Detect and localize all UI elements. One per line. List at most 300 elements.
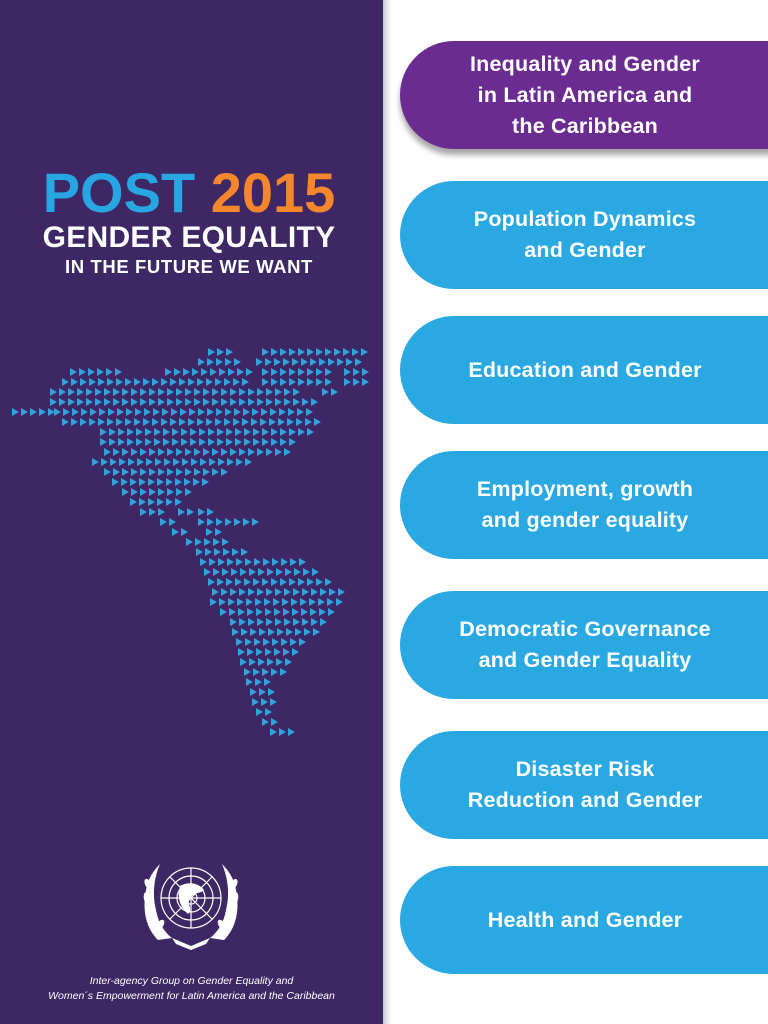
map-triangle bbox=[316, 378, 323, 386]
map-triangle bbox=[278, 418, 285, 426]
map-triangle bbox=[176, 448, 183, 456]
map-triangle bbox=[298, 378, 305, 386]
map-triangle bbox=[79, 368, 86, 376]
map-triangle bbox=[212, 388, 219, 396]
map-triangle bbox=[158, 388, 165, 396]
map-triangle bbox=[299, 638, 306, 646]
map-triangle bbox=[338, 588, 345, 596]
map-triangle bbox=[311, 398, 318, 406]
map-triangle bbox=[166, 478, 173, 486]
map-triangle bbox=[253, 428, 260, 436]
map-triangle bbox=[221, 448, 228, 456]
map-triangle bbox=[204, 568, 211, 576]
map-triangle bbox=[334, 348, 341, 356]
map-triangle bbox=[162, 408, 169, 416]
map-triangle bbox=[239, 388, 246, 396]
map-triangle bbox=[250, 628, 257, 636]
map-triangle bbox=[262, 428, 269, 436]
map-triangle bbox=[329, 588, 336, 596]
map-triangle bbox=[125, 378, 132, 386]
map-triangle bbox=[190, 428, 197, 436]
map-triangle bbox=[148, 498, 155, 506]
map-triangle bbox=[270, 408, 277, 416]
map-triangle bbox=[62, 418, 69, 426]
topic-disaster-risk-reduction[interactable] bbox=[400, 731, 768, 839]
map-triangle bbox=[280, 428, 287, 436]
map-triangle bbox=[217, 438, 224, 446]
map-triangle bbox=[235, 428, 242, 436]
org-name-line2: Women´s Empowerment for Latin America and the Caribbean bbox=[48, 990, 335, 1002]
map-triangle bbox=[200, 558, 207, 566]
map-triangle bbox=[197, 378, 204, 386]
map-triangle bbox=[320, 588, 327, 596]
map-triangle bbox=[206, 528, 213, 536]
map-triangle bbox=[267, 658, 274, 666]
map-triangle bbox=[256, 648, 263, 656]
map-triangle bbox=[316, 368, 323, 376]
map-triangle bbox=[216, 408, 223, 416]
map-triangle bbox=[212, 588, 219, 596]
map-triangle bbox=[272, 558, 279, 566]
map-triangle bbox=[175, 498, 182, 506]
map-triangle bbox=[252, 518, 259, 526]
map-triangle bbox=[217, 348, 224, 356]
map-triangle bbox=[12, 408, 19, 416]
map-triangle bbox=[283, 608, 290, 616]
map-triangle bbox=[98, 378, 105, 386]
map-triangle bbox=[174, 368, 181, 376]
topic-label: Disaster Risk Reduction and Gender bbox=[467, 757, 703, 812]
map-triangle bbox=[80, 378, 87, 386]
map-triangle bbox=[249, 658, 256, 666]
map-triangle bbox=[158, 468, 165, 476]
map-triangle bbox=[106, 368, 113, 376]
map-triangle bbox=[248, 588, 255, 596]
map-triangle bbox=[192, 368, 199, 376]
org-name-line1: Inter-agency Group on Gender Equality and bbox=[89, 975, 294, 987]
map-triangle bbox=[245, 638, 252, 646]
map-triangle bbox=[196, 548, 203, 556]
map-triangle bbox=[181, 428, 188, 436]
map-triangle bbox=[125, 418, 132, 426]
map-triangle bbox=[176, 468, 183, 476]
topic-population-dynamics[interactable] bbox=[400, 181, 768, 289]
map-triangle bbox=[258, 658, 265, 666]
map-triangle bbox=[280, 368, 287, 376]
map-triangle bbox=[309, 598, 316, 606]
map-triangle bbox=[188, 378, 195, 386]
map-triangle bbox=[265, 648, 272, 656]
map-triangle bbox=[63, 408, 70, 416]
map-triangle bbox=[167, 488, 174, 496]
map-triangle bbox=[325, 378, 332, 386]
map-triangle bbox=[247, 648, 254, 656]
map-triangle bbox=[212, 468, 219, 476]
map-triangle bbox=[99, 408, 106, 416]
map-triangle bbox=[208, 348, 215, 356]
map-triangle bbox=[318, 598, 325, 606]
map-triangle bbox=[343, 348, 350, 356]
map-triangle bbox=[221, 468, 228, 476]
map-triangle bbox=[39, 408, 46, 416]
map-triangle bbox=[140, 508, 147, 516]
map-triangle bbox=[254, 558, 261, 566]
map-triangle bbox=[263, 638, 270, 646]
map-triangle bbox=[237, 598, 244, 606]
map-triangle bbox=[145, 438, 152, 446]
map-triangle bbox=[118, 428, 125, 436]
map-triangle bbox=[195, 538, 202, 546]
map-triangle bbox=[157, 478, 164, 486]
map-triangle bbox=[243, 518, 250, 526]
map-triangle bbox=[262, 718, 269, 726]
map-triangle bbox=[302, 588, 309, 596]
map-triangle bbox=[221, 588, 228, 596]
map-triangle bbox=[217, 578, 224, 586]
map-triangle bbox=[271, 578, 278, 586]
map-triangle bbox=[50, 388, 57, 396]
map-triangle bbox=[337, 358, 344, 366]
map-triangle bbox=[295, 628, 302, 636]
map-triangle bbox=[194, 448, 201, 456]
map-triangle bbox=[271, 428, 278, 436]
map-triangle bbox=[139, 498, 146, 506]
map-triangle bbox=[236, 558, 243, 566]
map-triangle bbox=[223, 548, 230, 556]
map-triangle bbox=[292, 358, 299, 366]
topic-democratic-governance[interactable] bbox=[400, 591, 768, 699]
map-triangle bbox=[303, 568, 310, 576]
map-triangle bbox=[273, 598, 280, 606]
map-triangle bbox=[280, 438, 287, 446]
map-triangle bbox=[176, 398, 183, 406]
map-triangle bbox=[241, 548, 248, 556]
map-triangle bbox=[127, 428, 134, 436]
map-triangle bbox=[279, 728, 286, 736]
americas-map-icon bbox=[0, 340, 383, 760]
map-triangle bbox=[110, 458, 117, 466]
map-triangle bbox=[166, 498, 173, 506]
map-triangle bbox=[259, 628, 266, 636]
map-triangle bbox=[145, 428, 152, 436]
map-triangle bbox=[170, 378, 177, 386]
topic-health[interactable] bbox=[400, 866, 768, 974]
map-triangle bbox=[70, 368, 77, 376]
map-triangle bbox=[282, 598, 289, 606]
topic-label: Health and Gender bbox=[487, 907, 683, 932]
map-triangle bbox=[206, 378, 213, 386]
map-triangle bbox=[230, 448, 237, 456]
map-triangle bbox=[154, 438, 161, 446]
map-triangle bbox=[198, 408, 205, 416]
map-triangle bbox=[257, 388, 264, 396]
map-triangle bbox=[344, 378, 351, 386]
map-triangle bbox=[233, 378, 240, 386]
map-triangle bbox=[270, 728, 277, 736]
map-triangle bbox=[266, 588, 273, 596]
cover-panel bbox=[0, 0, 383, 1024]
map-triangle bbox=[260, 418, 267, 426]
map-triangle bbox=[161, 378, 168, 386]
map-triangle bbox=[107, 418, 114, 426]
map-triangle bbox=[137, 458, 144, 466]
map-triangle bbox=[219, 598, 226, 606]
map-triangle bbox=[107, 378, 114, 386]
map-triangle bbox=[199, 438, 206, 446]
map-triangle bbox=[242, 378, 249, 386]
map-triangle bbox=[264, 678, 271, 686]
map-triangle bbox=[212, 398, 219, 406]
map-triangle bbox=[187, 508, 194, 516]
map-triangle bbox=[320, 618, 327, 626]
map-triangle bbox=[131, 398, 138, 406]
map-triangle bbox=[230, 618, 237, 626]
map-triangle bbox=[238, 648, 245, 656]
map-triangle bbox=[307, 428, 314, 436]
map-triangle bbox=[289, 438, 296, 446]
map-triangle bbox=[128, 458, 135, 466]
map-triangle bbox=[158, 398, 165, 406]
map-triangle bbox=[244, 668, 251, 676]
map-triangle bbox=[122, 388, 129, 396]
map-triangle bbox=[302, 618, 309, 626]
map-triangle bbox=[274, 608, 281, 616]
map-triangle bbox=[255, 598, 262, 606]
map-triangle bbox=[262, 438, 269, 446]
map-triangle bbox=[298, 578, 305, 586]
map-triangle bbox=[185, 488, 192, 496]
map-triangle bbox=[194, 398, 201, 406]
map-triangle bbox=[331, 388, 338, 396]
map-triangle bbox=[275, 398, 282, 406]
map-triangle bbox=[302, 398, 309, 406]
map-triangle bbox=[189, 408, 196, 416]
map-triangle bbox=[30, 408, 37, 416]
map-triangle bbox=[81, 408, 88, 416]
map-triangle bbox=[256, 358, 263, 366]
map-triangle bbox=[222, 538, 229, 546]
map-triangle bbox=[306, 408, 313, 416]
map-triangle bbox=[207, 518, 214, 526]
map-triangle bbox=[116, 418, 123, 426]
map-triangle bbox=[113, 388, 120, 396]
map-triangle bbox=[284, 588, 291, 596]
map-triangle bbox=[185, 468, 192, 476]
map-triangle bbox=[274, 358, 281, 366]
topic-employment-growth[interactable] bbox=[400, 451, 768, 559]
map-triangle bbox=[185, 398, 192, 406]
map-triangle bbox=[184, 478, 191, 486]
map-triangle bbox=[179, 418, 186, 426]
map-triangle bbox=[281, 638, 288, 646]
map-triangle bbox=[242, 418, 249, 426]
map-triangle bbox=[149, 398, 156, 406]
map-triangle bbox=[134, 378, 141, 386]
map-triangle bbox=[325, 578, 332, 586]
map-triangle bbox=[353, 378, 360, 386]
map-triangle bbox=[246, 678, 253, 686]
map-triangle bbox=[59, 388, 66, 396]
map-triangle bbox=[122, 448, 129, 456]
map-triangle bbox=[288, 408, 295, 416]
map-triangle bbox=[289, 368, 296, 376]
map-triangle bbox=[203, 448, 210, 456]
map-triangle bbox=[307, 578, 314, 586]
topic-label: Education and Gender bbox=[468, 357, 702, 382]
map-triangle bbox=[143, 378, 150, 386]
map-triangle bbox=[250, 688, 257, 696]
map-triangle bbox=[298, 348, 305, 356]
map-triangle bbox=[362, 368, 369, 376]
map-triangle bbox=[244, 428, 251, 436]
map-triangle bbox=[304, 628, 311, 636]
map-triangle bbox=[307, 368, 314, 376]
map-triangle bbox=[215, 378, 222, 386]
map-triangle bbox=[289, 578, 296, 586]
panel-divider bbox=[383, 0, 392, 1024]
map-triangle bbox=[104, 448, 111, 456]
map-triangle bbox=[328, 358, 335, 366]
map-triangle bbox=[297, 408, 304, 416]
map-triangle bbox=[229, 608, 236, 616]
map-triangle bbox=[219, 368, 226, 376]
map-triangle bbox=[238, 608, 245, 616]
map-triangle bbox=[235, 438, 242, 446]
map-triangle bbox=[280, 668, 287, 676]
map-triangle bbox=[130, 498, 137, 506]
map-triangle bbox=[50, 398, 57, 406]
map-triangle bbox=[204, 538, 211, 546]
topic-label: Population Dynamics and Gender bbox=[473, 207, 697, 262]
map-triangle bbox=[163, 428, 170, 436]
map-triangle bbox=[227, 558, 234, 566]
map-triangle bbox=[253, 438, 260, 446]
map-triangle bbox=[276, 568, 283, 576]
map-triangle bbox=[121, 478, 128, 486]
topic-label: Employment, growth and gender equality bbox=[476, 477, 694, 532]
map-triangle bbox=[283, 358, 290, 366]
topic-inequality-and-gender[interactable] bbox=[400, 41, 768, 149]
map-triangle bbox=[200, 458, 207, 466]
map-triangle bbox=[234, 518, 241, 526]
map-triangle bbox=[71, 418, 78, 426]
map-triangle bbox=[216, 358, 223, 366]
map-triangle bbox=[104, 398, 111, 406]
map-triangle bbox=[131, 468, 138, 476]
map-triangle bbox=[97, 368, 104, 376]
map-triangle bbox=[293, 388, 300, 396]
map-triangle bbox=[268, 628, 275, 636]
map-triangle bbox=[86, 388, 93, 396]
map-triangle bbox=[248, 618, 255, 626]
map-triangle bbox=[48, 408, 55, 416]
map-triangle bbox=[307, 378, 314, 386]
map-triangle bbox=[198, 518, 205, 526]
map-triangle bbox=[292, 648, 299, 656]
map-triangle bbox=[167, 398, 174, 406]
map-triangle bbox=[310, 358, 317, 366]
map-triangle bbox=[95, 388, 102, 396]
map-triangle bbox=[173, 458, 180, 466]
map-triangle bbox=[267, 568, 274, 576]
cover-title bbox=[0, 163, 378, 223]
map-triangle bbox=[160, 518, 167, 526]
map-triangle bbox=[194, 468, 201, 476]
map-triangle bbox=[122, 398, 129, 406]
map-triangle bbox=[100, 428, 107, 436]
map-triangle bbox=[228, 598, 235, 606]
map-triangle bbox=[193, 478, 200, 486]
map-triangle bbox=[104, 388, 111, 396]
map-triangle bbox=[218, 458, 225, 466]
map-triangle bbox=[181, 438, 188, 446]
map-triangle bbox=[293, 588, 300, 596]
map-triangle bbox=[311, 588, 318, 596]
map-triangle bbox=[139, 478, 146, 486]
map-triangle bbox=[292, 608, 299, 616]
map-triangle bbox=[251, 418, 258, 426]
map-triangle bbox=[290, 558, 297, 566]
map-triangle bbox=[140, 488, 147, 496]
map-triangle bbox=[167, 468, 174, 476]
map-triangle bbox=[253, 668, 260, 676]
map-triangle bbox=[163, 438, 170, 446]
topic-education[interactable] bbox=[400, 316, 768, 424]
map-triangle bbox=[336, 598, 343, 606]
map-triangle bbox=[289, 348, 296, 356]
map-triangle bbox=[113, 448, 120, 456]
map-triangle bbox=[171, 408, 178, 416]
map-triangle bbox=[140, 468, 147, 476]
map-triangle bbox=[314, 418, 321, 426]
map-triangle bbox=[271, 438, 278, 446]
map-triangle bbox=[255, 678, 262, 686]
map-triangle bbox=[131, 488, 138, 496]
map-triangle bbox=[208, 578, 215, 586]
topic-label: Democratic Governance and Gender Equality bbox=[459, 617, 711, 672]
map-triangle bbox=[202, 478, 209, 486]
map-triangle bbox=[232, 628, 239, 636]
map-triangle bbox=[208, 428, 215, 436]
map-triangle bbox=[149, 488, 156, 496]
map-triangle bbox=[298, 368, 305, 376]
map-triangle bbox=[346, 358, 353, 366]
map-triangle bbox=[228, 368, 235, 376]
map-triangle bbox=[165, 368, 172, 376]
map-triangle bbox=[245, 558, 252, 566]
map-triangle bbox=[237, 368, 244, 376]
map-triangle bbox=[353, 368, 360, 376]
map-triangle bbox=[158, 488, 165, 496]
map-triangle bbox=[206, 418, 213, 426]
map-triangle bbox=[327, 598, 334, 606]
map-triangle bbox=[271, 368, 278, 376]
map-triangle bbox=[319, 358, 326, 366]
map-triangle bbox=[212, 448, 219, 456]
map-triangle bbox=[280, 578, 287, 586]
map-triangle bbox=[109, 438, 116, 446]
map-triangle bbox=[190, 438, 197, 446]
map-triangle bbox=[119, 458, 126, 466]
map-triangle bbox=[172, 438, 179, 446]
map-triangle bbox=[95, 398, 102, 406]
map-triangle bbox=[215, 528, 222, 536]
map-triangle bbox=[183, 368, 190, 376]
map-triangle bbox=[239, 618, 246, 626]
map-triangle bbox=[118, 438, 125, 446]
map-triangle bbox=[233, 418, 240, 426]
map-triangle bbox=[116, 378, 123, 386]
